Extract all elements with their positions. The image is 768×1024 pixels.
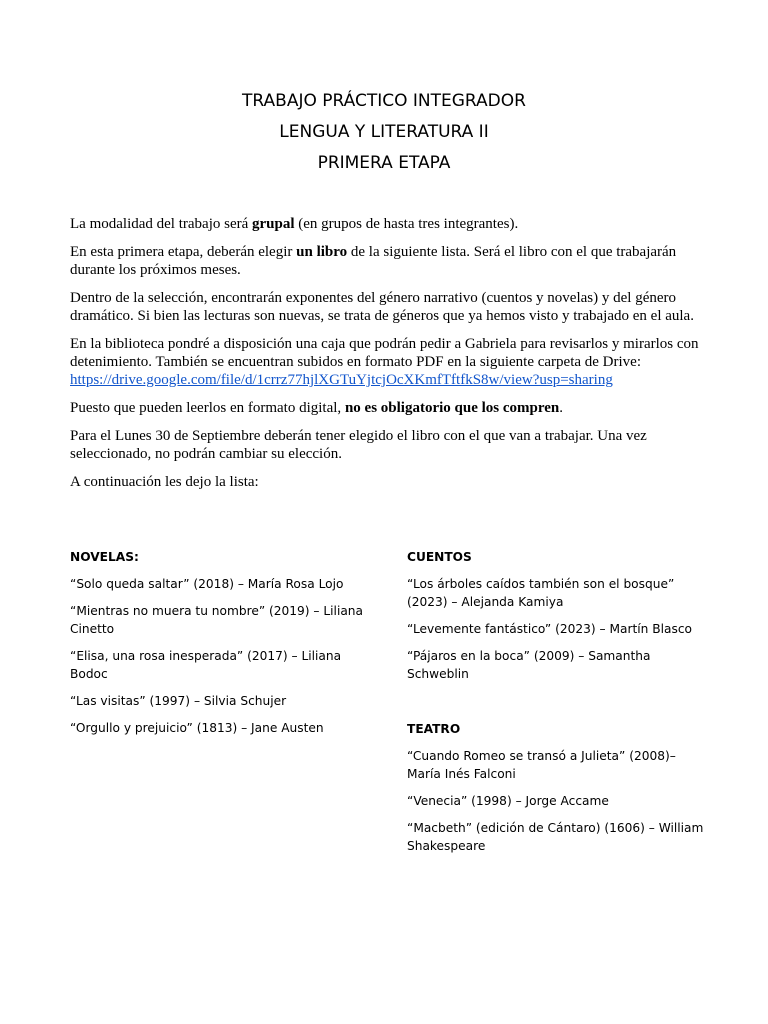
paragraph-text: En esta primera etapa, deberán elegir [70,244,297,260]
paragraph-fecha: Para el Lunes 30 de Septiembre deberán tener elegido el libro con el que van a trabajar. Una vez seleccionado, no podrán cambiar su elección. [70,428,647,462]
paragraph-formato-digital [70,399,710,417]
novelas-heading: NOVELAS: [70,550,139,564]
teatro-heading: TEATRO [407,722,461,736]
section-spacer [407,692,707,720]
paragraph-modalidad [70,215,710,233]
list-item: “Levemente fantástico” (2023) – Martín Blasco [407,622,692,636]
title-line-3: PRIMERA ETAPA [317,153,451,173]
paragraph-seleccion: Dentro de la selección, encontrarán exponentes del género narrativo (cuentos y novelas) y del género dramático. Si bien las lecturas son nuevas, se trata de géneros que ya hemos visto y trabajado en el aula. [70,290,694,324]
list-item: “Las visitas” (1997) – Silvia Schujer [70,694,287,708]
list-item: “Solo queda saltar” (2018) – María Rosa Lojo [70,577,344,591]
list-item: “Venecia” (1998) – Jorge Accame [407,794,609,808]
cuentos-heading: CUENTOS [407,550,472,564]
bold-text: no es obligatorio que los compren [344,400,560,416]
paragraph-lista-intro: A continuación les dejo la lista: [70,474,259,490]
paragraph-text: . [559,400,564,416]
list-item: “Cuando Romeo se transó a Julieta” (2008)– María Inés Falconi [407,749,676,781]
document-title-block [0,86,768,179]
cuentos-teatro-column [407,548,707,864]
bold-text: un libro [296,244,348,260]
document-body [70,215,710,501]
list-item: “Elisa, una rosa inesperada” (2017) – Liliana Bodoc [70,649,342,681]
bold-text: grupal [252,216,295,232]
list-item: “Mientras no muera tu nombre” (2019) – Liliana Cinetto [70,604,363,636]
paragraph-biblioteca [70,335,710,389]
list-item: “Pájaros en la boca” (2009) – Samantha Schweblin [407,649,651,681]
paragraph-text: Puesto que pueden leerlos en formato digital, [70,400,345,416]
title-line-2: LENGUA Y LITERATURA II [279,122,489,142]
paragraph-text: La modalidad del trabajo será [70,216,253,232]
list-item: “Orgullo y prejuicio” (1813) – Jane Austen [70,721,324,735]
paragraph-elegir-libro [70,243,710,279]
title-line-1: TRABAJO PRÁCTICO INTEGRADOR [242,91,526,111]
novelas-column [70,548,370,746]
drive-link[interactable]: https://drive.google.com/file/d/1crrz77hjlXGTuYjtcjOcXKmfTftfkS8w/view?usp=sharing [70,372,613,388]
paragraph-text: de la siguiente lista. Será el libro con el que trabajarán durante los próximos meses. [70,244,677,278]
list-item: “Los árboles caídos también son el bosque” (2023) – Alejanda Kamiya [407,577,675,609]
paragraph-text: En la biblioteca pondré a disposición una caja que podrán pedir a Gabriela para revisarlos y mirarlos con detenimiento. También se encuentran subidos en formato PDF en la siguiente carpeta de Drive: [70,336,699,370]
paragraph-text: (en grupos de hasta tres integrantes). [294,216,519,232]
list-item: “Macbeth” (edición de Cántaro) (1606) – William Shakespeare [407,821,704,853]
